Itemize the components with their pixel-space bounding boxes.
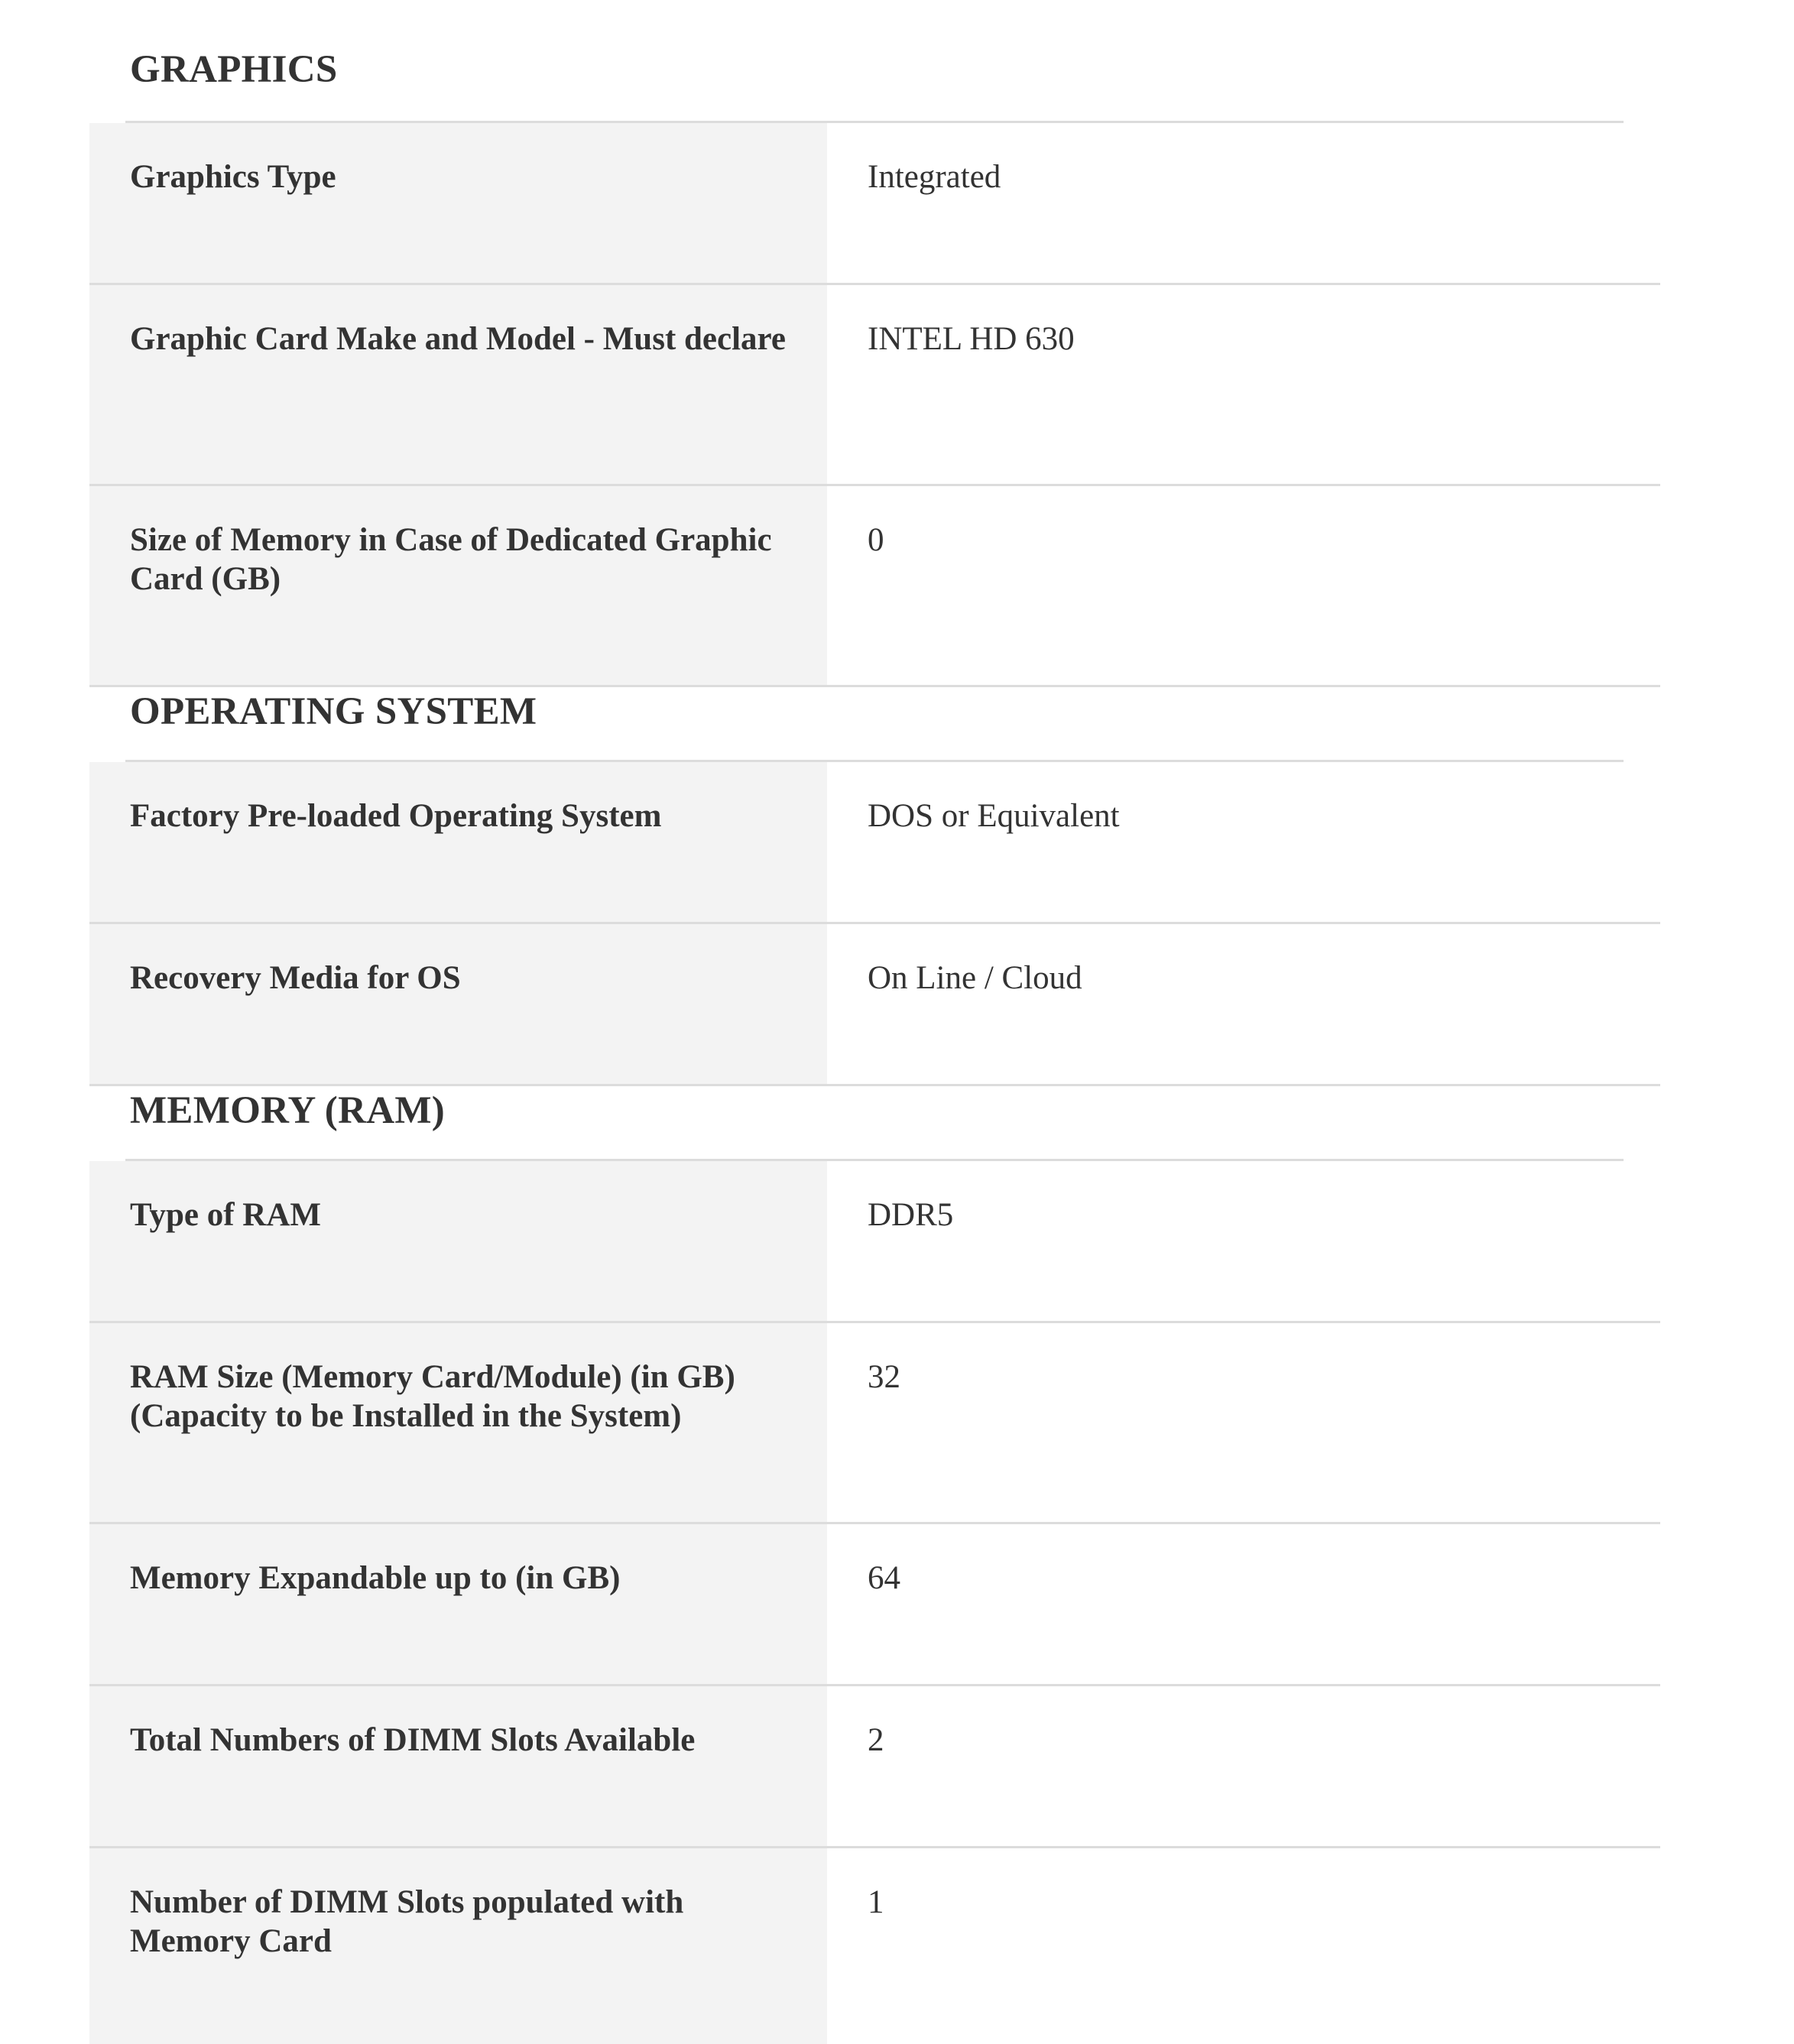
spec-label: Size of Memory in Case of Dedicated Graphic Card (GB) [89,486,827,685]
spec-value: 1 [827,1848,1660,2044]
spec-label: Graphic Card Make and Model - Must declare [89,285,827,484]
spec-label: Type of RAM [89,1161,827,1321]
spec-label: RAM Size (Memory Card/Module) (in GB) (Capacity to be Installed in the System) [89,1323,827,1522]
spec-row-dedicated-graphic-memory [89,486,1660,687]
section-divider [125,121,1624,123]
spec-value: DDR5 [827,1161,1660,1321]
spec-value: 32 [827,1323,1660,1522]
spec-row-graphic-card-model [89,285,1660,486]
section-title: MEMORY (RAM) [130,1089,446,1132]
spec-value: On Line / Cloud [827,924,1660,1084]
section-divider [125,1159,1624,1161]
spec-row-preloaded-os [89,762,1660,924]
spec-row-ram-size [89,1323,1660,1524]
spec-row-memory-expandable [89,1524,1660,1686]
spec-label: Graphics Type [89,123,827,283]
spec-label: Factory Pre-loaded Operating System [89,762,827,922]
section-header-memory [89,1086,1660,1161]
spec-row-dimm-slots-populated [89,1848,1660,2044]
spec-label: Recovery Media for OS [89,924,827,1084]
spec-value: DOS or Equivalent [827,762,1660,922]
section-divider [125,760,1624,762]
spec-value: 2 [827,1686,1660,1846]
spec-label: Number of DIMM Slots populated with Memory Card [89,1848,827,2044]
spec-row-recovery-media [89,924,1660,1086]
spec-row-graphics-type [89,123,1660,285]
spec-value: 0 [827,486,1660,685]
spec-label: Memory Expandable up to (in GB) [89,1524,827,1684]
spec-label: Total Numbers of DIMM Slots Available [89,1686,827,1846]
spec-value: Integrated [827,123,1660,283]
spec-row-ram-type [89,1161,1660,1323]
section-title: OPERATING SYSTEM [130,690,537,733]
section-title: GRAPHICS [130,48,338,91]
spec-row-dimm-slots-total [89,1686,1660,1848]
spec-value: 64 [827,1524,1660,1684]
section-header-graphics [89,0,1660,123]
spec-table [89,0,1660,2044]
section-header-operating-system [89,687,1660,762]
spec-value: INTEL HD 630 [827,285,1660,484]
